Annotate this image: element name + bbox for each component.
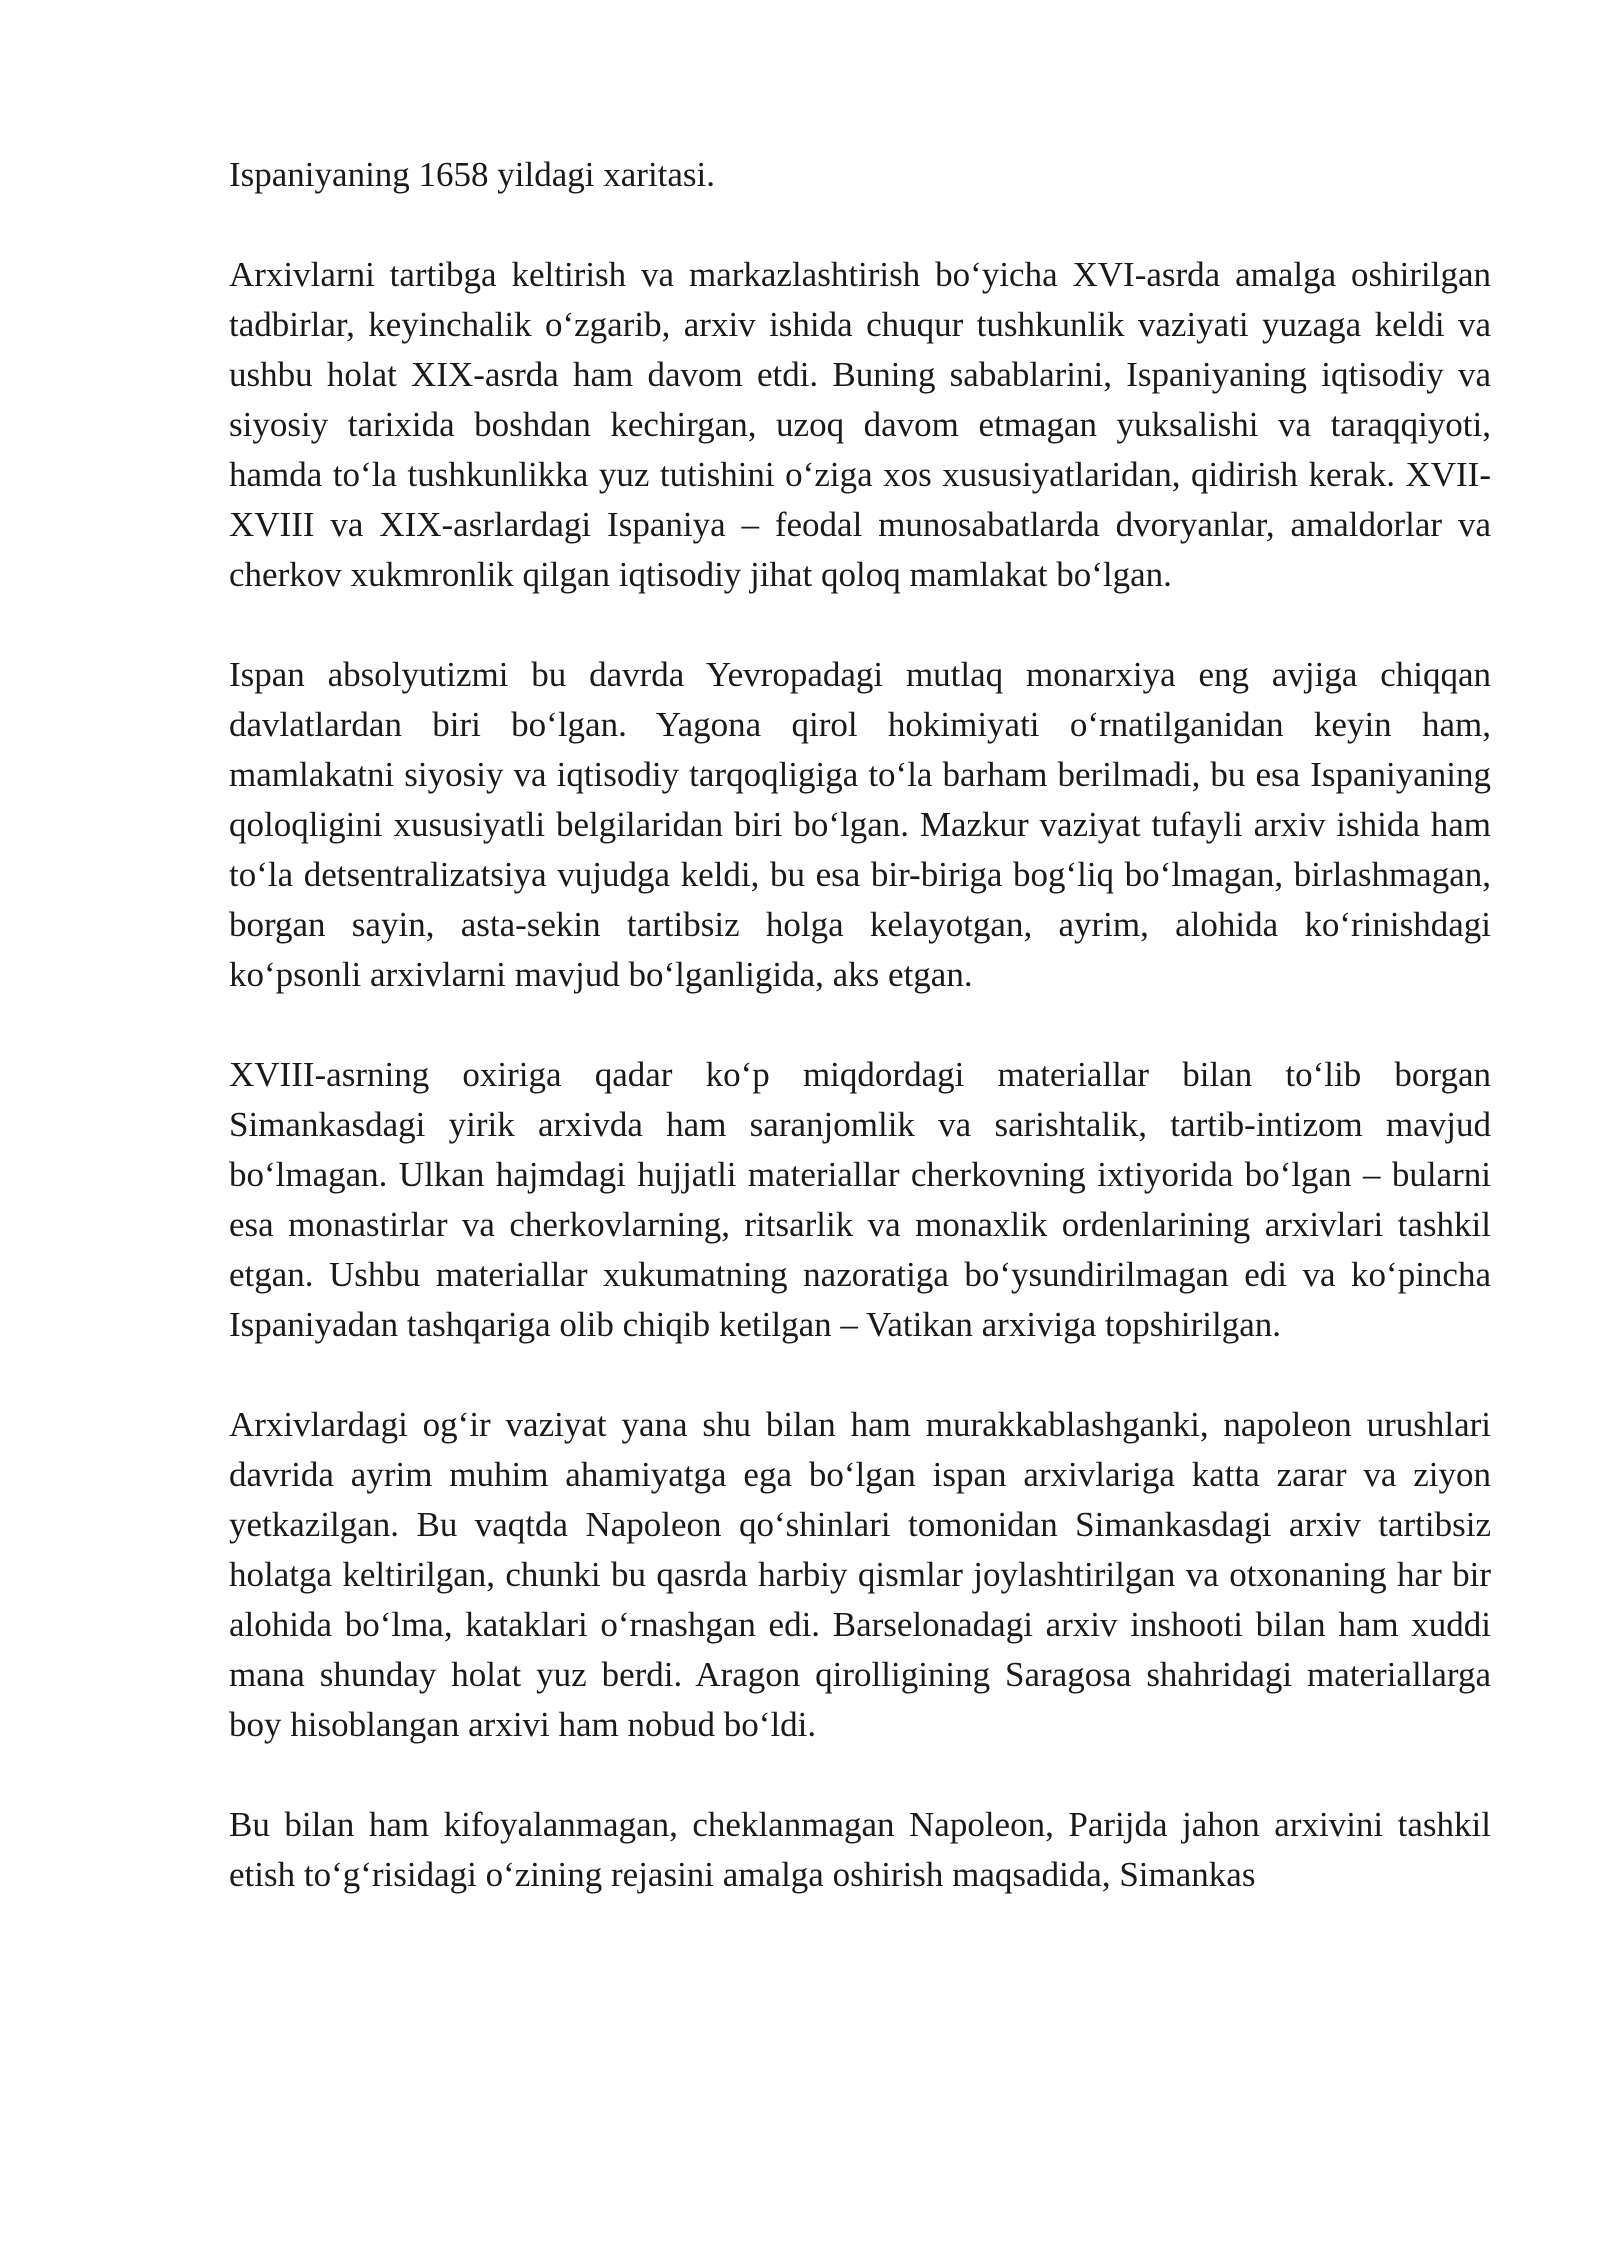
paragraph-4: Arxivlardagi og‘ir vaziyat yana shu bilan ham murakkablashganki, napoleon urushlari davrida ayrim muhim ahamiyatga ega bo‘lgan ispan arxivlariga katta zarar va ziyon yetkazilgan. Bu vaqtda Napoleon qo‘shinlari tomonidan Simankasdagi arxiv tartibsiz holatga keltirilgan, chunki bu qasrda harbiy qismlar joylashtirilgan va otxonaning har bir alohida bo‘lma, kataklari o‘rnashgan edi. Barselonadagi arxiv inshooti bilan ham xuddi mana shunday holat yuz berdi. Aragon qirolligining Saragosa shahridagi materiallarga boy hisoblangan arxivi ham nobud bo‘ldi. [229,1405,1491,1744]
document-page [229,150,1491,1900]
paragraph-2: Ispan absolyutizmi bu davrda Yevropadagi mutlaq monarxiya eng avjiga chiqqan davlatlardan biri bo‘lgan. Yagona qirol hokimiyati o‘rnatilganidan keyin ham, mamlakatni siyosiy va iqtisodiy tarqoqligiga to‘la barham berilmadi, bu esa Ispaniyaning qoloqligini xususiyatli belgilaridan biri bo‘lgan. Mazkur vaziyat tufayli arxiv ishida ham to‘la detsentralizatsiya vujudga keldi, bu esa bir-biriga bog‘liq bo‘lmagan, birlashmagan, borgan sayin, asta-sekin tartibsiz holga kelayotgan, ayrim, alohida ko‘rinishdagi ko‘psonli arxivlarni mavjud bo‘lganligida, aks etgan. [229,655,1491,994]
paragraph-3: XVIII-asrning oxiriga qadar ko‘p miqdordagi materiallar bilan to‘lib borgan Simankasdagi yirik arxivda ham saranjomlik va sarishtalik, tartib-intizom mavjud bo‘lmagan. Ulkan hajmdagi hujjatli materiallar cherkovning ixtiyorida bo‘lgan – bularni esa monastirlar va cherkovlarning, ritsarlik va monaxlik ordenlarining arxivlari tashkil etgan. Ushbu materiallar xukumatning nazoratiga bo‘ysundirilmagan edi va ko‘pincha Ispaniyadan tashqariga olib chiqib ketilgan – Vatikan arxiviga topshirilgan. [229,1055,1491,1344]
paragraph-5: Bu bilan ham kifoyalanmagan, cheklanmagan Napoleon, Parijda jahon arxivini tashkil etish to‘g‘risidagi o‘zining rejasini amalga oshirish maqsadida, Simankas [229,1805,1491,1894]
paragraph-1: Arxivlarni tartibga keltirish va markazlashtirish bo‘yicha XVI-asrda amalga oshirilgan tadbirlar, keyinchalik o‘zgarib, arxiv ishida chuqur tushkunlik vaziyati yuzaga keldi va ushbu holat XIX-asrda ham davom etdi. Buning sabablarini, Ispaniyaning iqtisodiy va siyosiy tarixida boshdan kechirgan, uzoq davom etmagan yuksalishi va taraqqiyoti, hamda to‘la tushkunlikka yuz tutishini o‘ziga xos xususiyatlaridan, qidirish kerak. XVII-XVIII va XIX-asrlardagi Ispaniya – feodal munosabatlarda dvoryanlar, amaldorlar va cherkov xukmronlik qilgan iqtisodiy jihat qoloq mamlakat bo‘lgan. [229,255,1491,594]
figure-caption: Ispaniyaning 1658 yildagi xaritasi. [229,155,716,194]
